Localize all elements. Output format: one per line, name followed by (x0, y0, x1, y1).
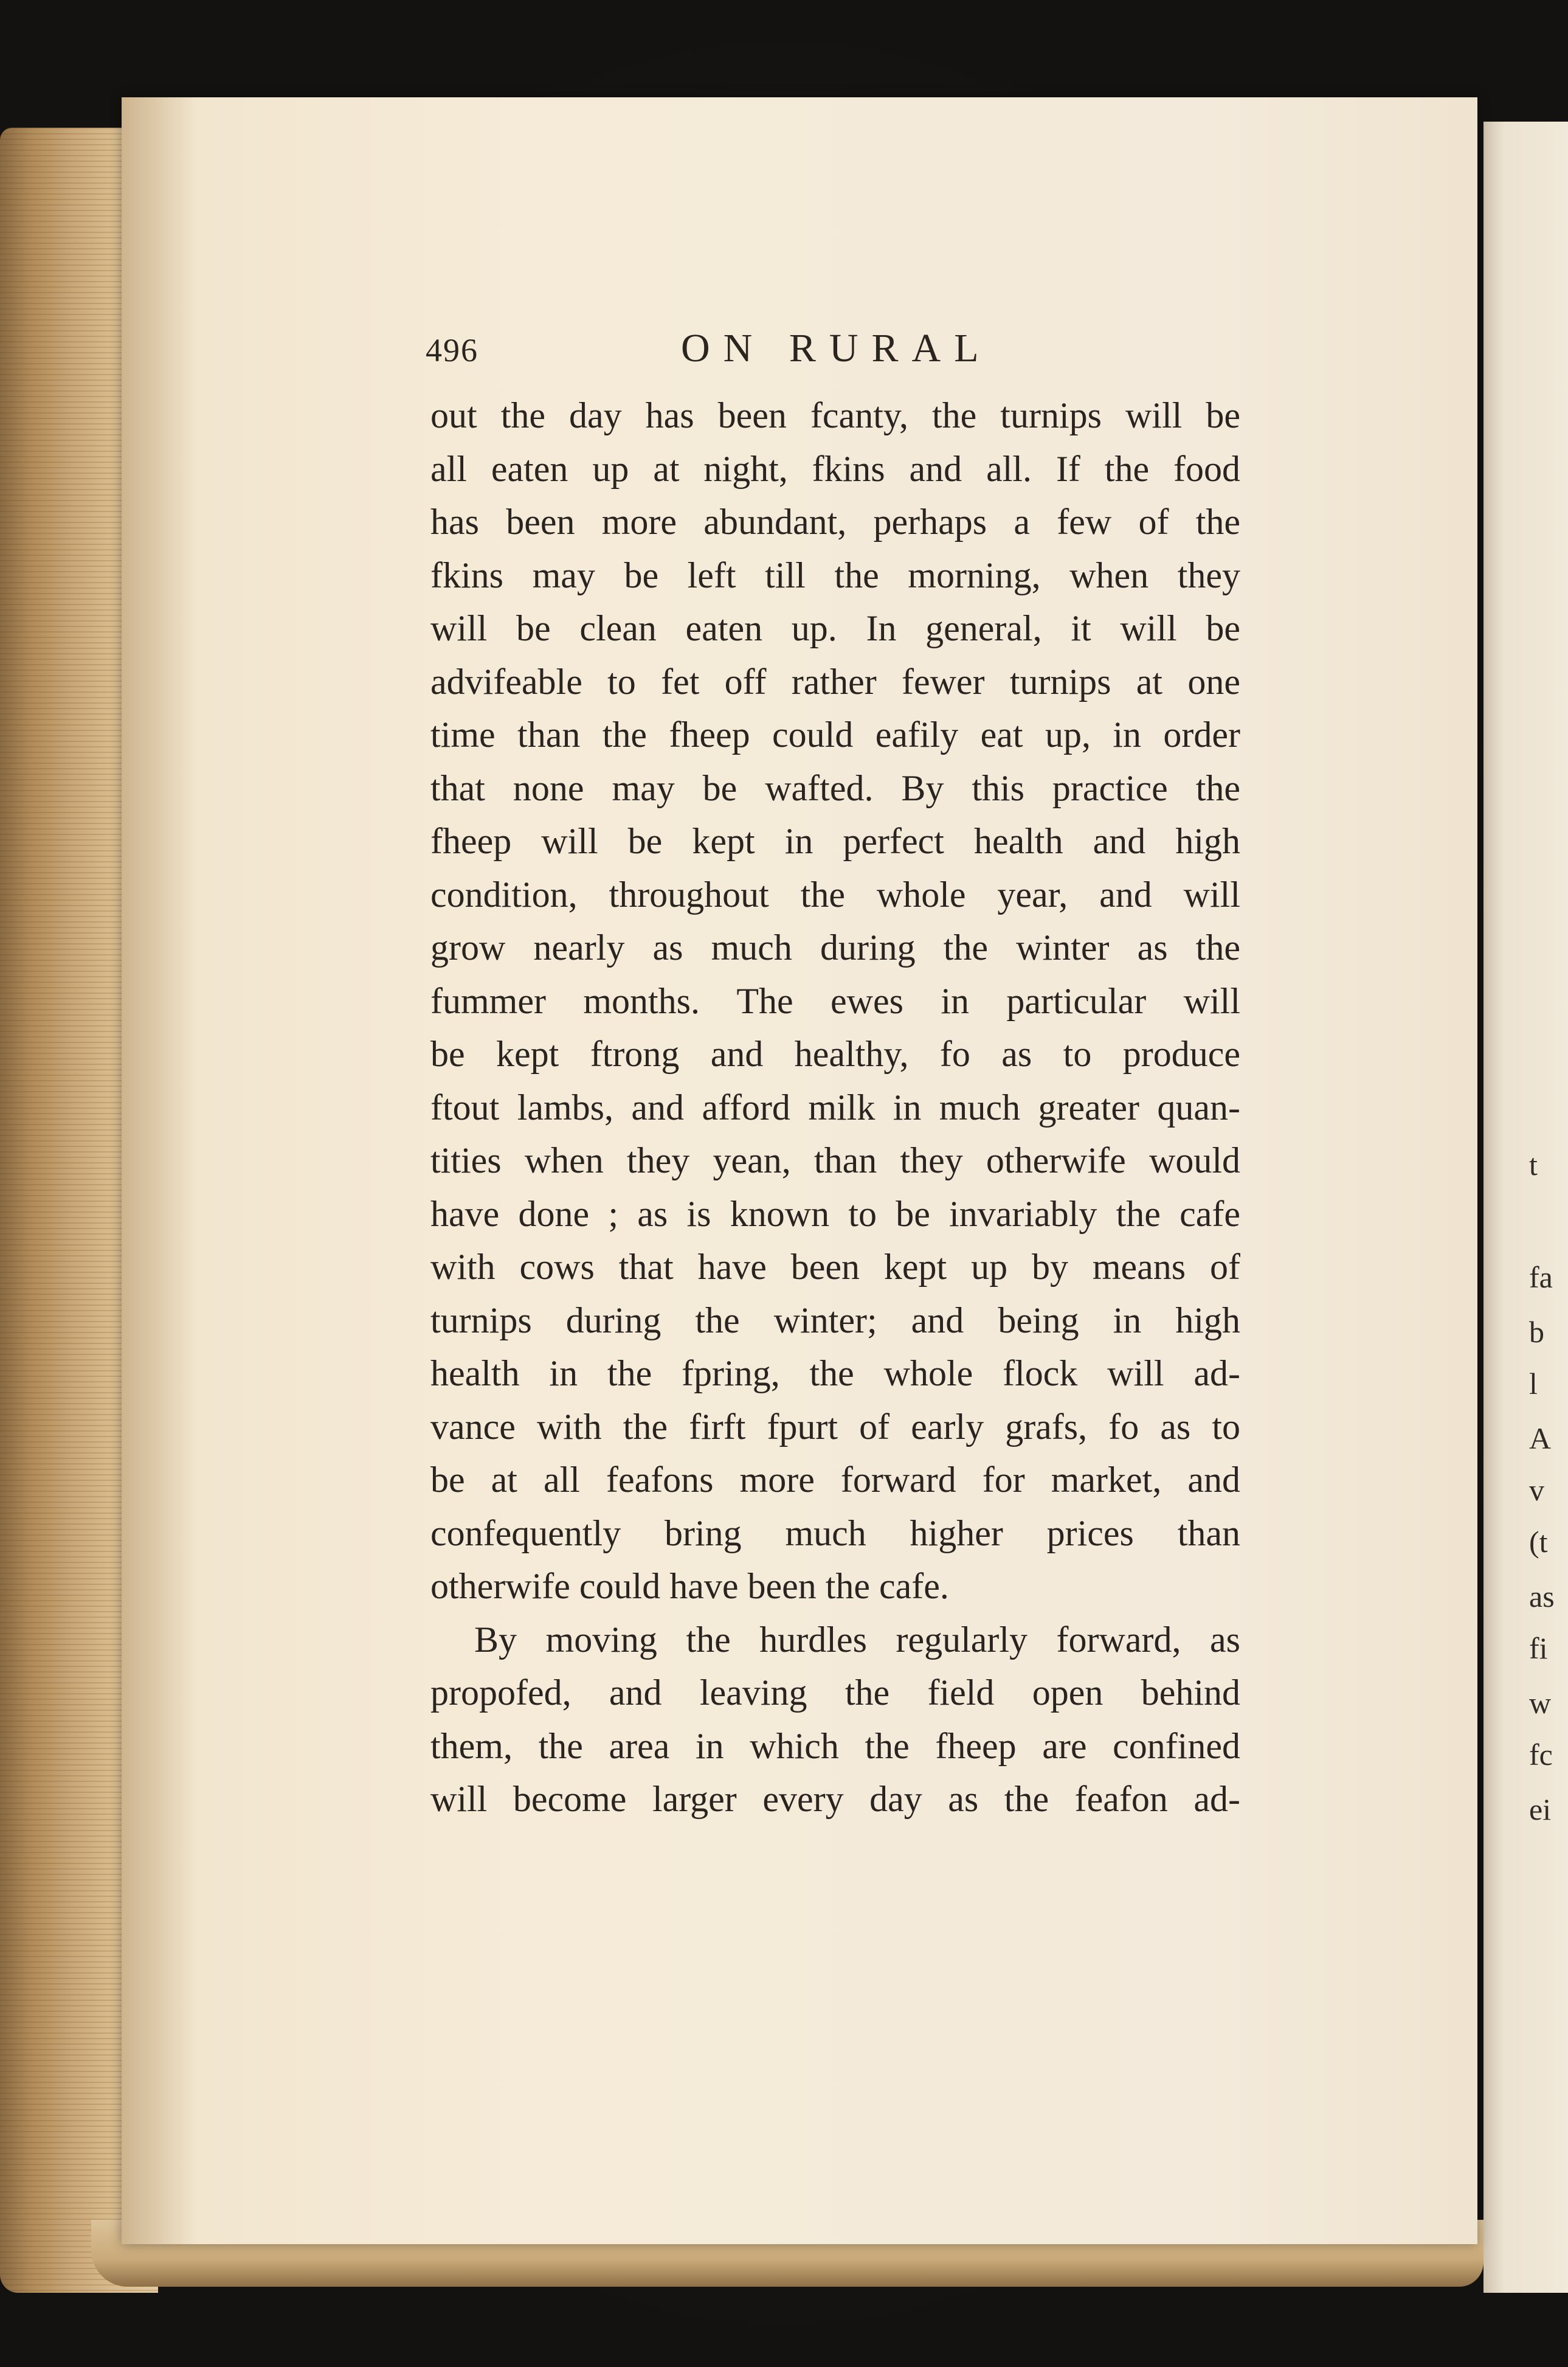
text-line: By moving the hurdles regularly forward, as (474, 1619, 1240, 1660)
facing-page-fragment: fa (1529, 1260, 1553, 1294)
text-line: will become larger every day as the feafon ad- (430, 1779, 1240, 1819)
text-line: confequently bring much higher prices than (430, 1513, 1240, 1553)
text-line: be at all feafons more forward for market, and (430, 1460, 1240, 1500)
page-number: 496 (426, 332, 478, 369)
text-line: vance with the firft fpurt of early grafs, fo as to (430, 1406, 1240, 1447)
text-line: condition, throughout the whole year, and will (430, 874, 1240, 915)
text-line: grow nearly as much during the winter as the (430, 927, 1240, 968)
facing-page-fragment: v (1529, 1473, 1544, 1507)
text-line: fummer months. The ewes in particular will (430, 980, 1240, 1021)
facing-page-fragment: l (1529, 1367, 1538, 1401)
text-line: has been more abundant, perhaps a few of the (430, 502, 1240, 542)
text-line: fkins may be left till the morning, when they (430, 555, 1240, 595)
text-line: turnips during the winter; and being in high (430, 1300, 1240, 1340)
facing-page-fragment: (t (1529, 1525, 1548, 1559)
text-line: otherwife could have been the cafe. (430, 1566, 949, 1606)
text-line: advifeable to fet off rather fewer turnips at one (430, 661, 1240, 702)
text-line: out the day has been fcanty, the turnips will be (430, 395, 1240, 435)
text-line: fheep will be kept in perfect health and high (430, 821, 1240, 861)
facing-page-fragment: ei (1529, 1792, 1552, 1826)
text-line: that none may be wafted. By this practice the (430, 768, 1240, 808)
facing-page (1483, 122, 1568, 2293)
facing-page-fragment: A (1529, 1421, 1552, 1455)
facing-page-fragment: as (1529, 1579, 1555, 1613)
facing-page-fragment: fc (1529, 1738, 1553, 1772)
facing-page-fragment: w (1529, 1686, 1552, 1720)
facing-page-fragment: t (1529, 1148, 1538, 1182)
text-line: propofed, and leaving the field open behind (430, 1672, 1240, 1713)
text-line: them, the area in which the fheep are confined (430, 1725, 1240, 1766)
text-line: health in the fpring, the whole flock will ad- (430, 1353, 1240, 1393)
facing-page-fragment: fi (1529, 1631, 1548, 1665)
text-line: will be clean eaten up. In general, it will be (430, 608, 1240, 648)
text-line: with cows that have been kept up by means of (430, 1247, 1240, 1287)
text-line: time than the fheep could eafily eat up, in order (430, 715, 1240, 755)
text-line: be kept ftrong and healthy, fo as to produce (430, 1034, 1240, 1074)
text-line: tities when they yean, than they otherwife would (430, 1140, 1240, 1180)
text-line: ftout lambs, and afford milk in much greater quan- (430, 1087, 1240, 1128)
running-head: ON RURAL (681, 326, 992, 370)
text-line: all eaten up at night, fkins and all. If the food (430, 448, 1240, 489)
body-text (430, 389, 1240, 1826)
page-header (426, 325, 1259, 374)
facing-page-fragment: b (1529, 1315, 1544, 1349)
text-line: have done ; as is known to be invariably the cafe (430, 1193, 1240, 1234)
